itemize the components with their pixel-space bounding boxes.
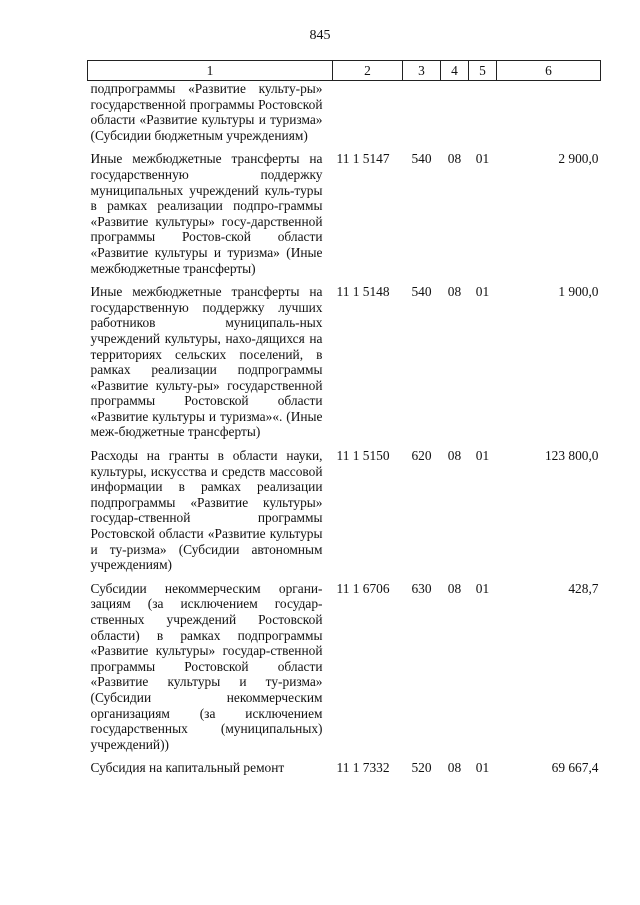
row-code: 11 1 6706 <box>336 580 390 596</box>
budget-table <box>87 60 601 784</box>
row-amount: 69 667,4 <box>551 760 599 776</box>
row-pr: 01 <box>475 760 490 776</box>
row-vr: 520 <box>411 760 432 776</box>
row-code: 11 1 7332 <box>336 760 390 776</box>
table-row <box>88 760 601 784</box>
row-amount: 2 900,0 <box>558 151 599 167</box>
row-pr: 01 <box>475 580 490 596</box>
column-header-1: 1 <box>88 61 333 81</box>
row-description: подпрограммы «Развитие культу-ры» государственной программы Ростовской области «Развитие культуры и туризма» (Субсидии бюджетным учреждениям) <box>90 81 323 143</box>
row-amount: 123 800,0 <box>544 448 599 464</box>
column-header-2: 2 <box>333 61 403 81</box>
row-vr: 540 <box>411 284 432 300</box>
row-vr: 540 <box>411 151 432 167</box>
row-description: Иные межбюджетные трансферты на государственную поддержку муниципальных учреждений куль-туры в рамках реализации подпро-граммы «Развитие культуры» госу-дарственной программы Ростов-ской области «Развитие культуры и туризма» (Иные межбюджетные трансферты) <box>90 151 323 276</box>
row-rz: 08 <box>447 151 462 167</box>
row-description: Субсидия на капитальный ремонт <box>90 760 285 776</box>
table-row <box>88 284 601 448</box>
column-header-4: 4 <box>441 61 469 81</box>
table-header <box>88 61 601 81</box>
table-row <box>88 448 601 581</box>
row-amount: 1 900,0 <box>558 284 599 300</box>
row-code: 11 1 5148 <box>336 284 390 300</box>
row-description: Расходы на гранты в области науки, культуры, искусства и средств массовой информации в рамках реализации подпрограммы «Развитие культуры» государ-ственной программы Ростовской области «Развитие культуры и ту-ризма» (Субсидии автономным учреждениям) <box>90 448 323 573</box>
column-header-3: 3 <box>403 61 441 81</box>
table-row <box>88 81 601 152</box>
column-header-6: 6 <box>497 61 601 81</box>
row-vr: 630 <box>411 580 432 596</box>
row-code <box>333 81 403 152</box>
page-number: 845 <box>309 28 331 43</box>
table-row <box>88 151 601 284</box>
row-amount <box>497 81 601 152</box>
row-pr <box>469 81 497 152</box>
column-header-5: 5 <box>469 61 497 81</box>
row-vr <box>403 81 441 152</box>
row-rz <box>441 81 469 152</box>
row-vr: 620 <box>411 448 432 464</box>
row-rz: 08 <box>447 580 462 596</box>
row-code: 11 1 5150 <box>336 448 390 464</box>
row-pr: 01 <box>475 151 490 167</box>
row-pr: 01 <box>475 448 490 464</box>
row-amount: 428,7 <box>568 580 599 596</box>
row-pr: 01 <box>475 284 490 300</box>
row-code: 11 1 5147 <box>336 151 390 167</box>
table-row <box>88 581 601 761</box>
row-description: Иные межбюджетные трансферты на государственную поддержку лучших работников муниципаль-ных учреждений культуры, нахо-дящихся на территориях сельских поселений, в рамках реализации подпрограммы «Развитие культу-ры» государственной программы Ростовской области «Развитие культуры и туризма»«. (Иные меж-бюджетные трансферты) <box>90 284 323 440</box>
row-rz: 08 <box>447 760 462 776</box>
row-rz: 08 <box>447 284 462 300</box>
row-rz: 08 <box>447 448 462 464</box>
row-description: Субсидии некоммерческим органи-зациям (за исключением государ-ственных учреждений Ростовской области) в рамках подпрограммы «Развитие культуры» государ-ственной программы Ростовской области «Развитие культуры и ту-ризма» (Субсидии некоммерческим организациям (за исключением государственных (муниципальных) учреждений)) <box>90 580 323 752</box>
